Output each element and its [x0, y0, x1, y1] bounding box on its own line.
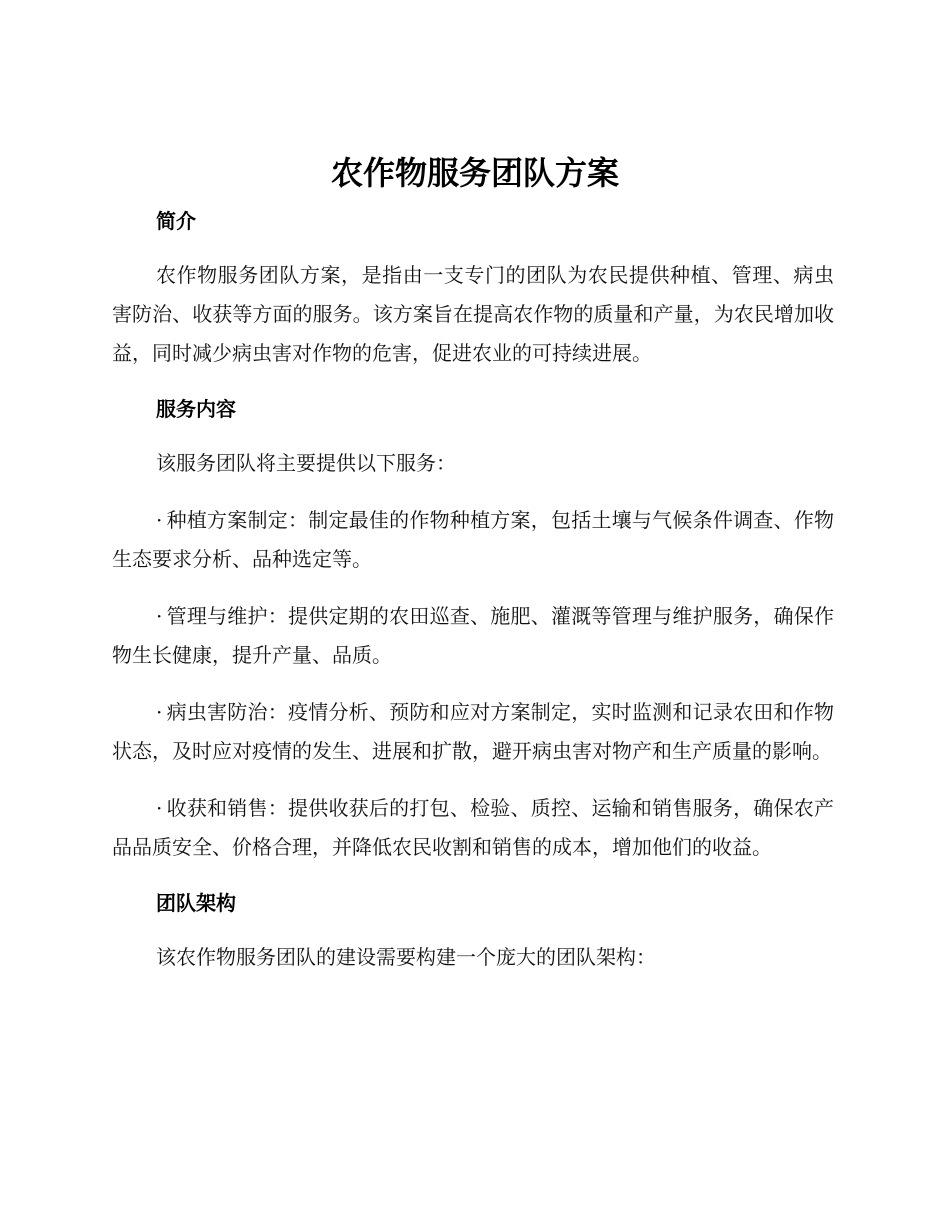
service-item: [112, 597, 834, 675]
service-item: [112, 501, 834, 579]
service-item-text: 种植方案制定：制定最佳的作物种植方案，包括土壤与气候条件调查、作物生态要求分析、品种选定等。: [112, 508, 834, 571]
bullet-dot: ·: [156, 508, 163, 532]
section-heading-team: 团队架构: [156, 891, 236, 915]
service-item-text: 收获和销售：提供收获后的打包、检验、质控、运输和销售服务，确保农产品品质安全、价格合理，并降低农民收割和销售的成本，增加他们的收益。: [112, 796, 834, 859]
service-item-text: 管理与维护：提供定期的农田巡查、施肥、灌溉等管理与维护服务，确保作物生长健康，提升产量、品质。: [112, 604, 834, 667]
service-item: [112, 693, 834, 771]
document-title: 农作物服务团队方案: [330, 154, 619, 192]
section-heading-intro: 简介: [156, 209, 196, 233]
service-item-text: 病虫害防治：疫情分析、预防和应对方案制定，实时监测和记录农田和作物状态，及时应对疫情的发生、进展和扩散，避开病虫害对物产和生产质量的影响。: [112, 700, 834, 763]
team-paragraph: 该农作物服务团队的建设需要构建一个庞大的团队架构：: [156, 945, 656, 969]
services-lead-paragraph: 该服务团队将主要提供以下服务：: [156, 451, 456, 475]
section-heading-services: 服务内容: [156, 397, 236, 421]
bullet-dot: ·: [156, 604, 163, 628]
bullet-dot: ·: [156, 700, 163, 724]
bullet-dot: ·: [156, 796, 163, 820]
intro-paragraph: 农作物服务团队方案，是指由一支专门的团队为农民提供种植、管理、病虫害防治、收获等方面的服务。该方案旨在提高农作物的质量和产量，为农民增加收益，同时减少病虫害对作物的危害，促进农业的可持续进展。: [112, 263, 834, 365]
document-body: [112, 205, 834, 977]
service-item: [112, 789, 834, 867]
